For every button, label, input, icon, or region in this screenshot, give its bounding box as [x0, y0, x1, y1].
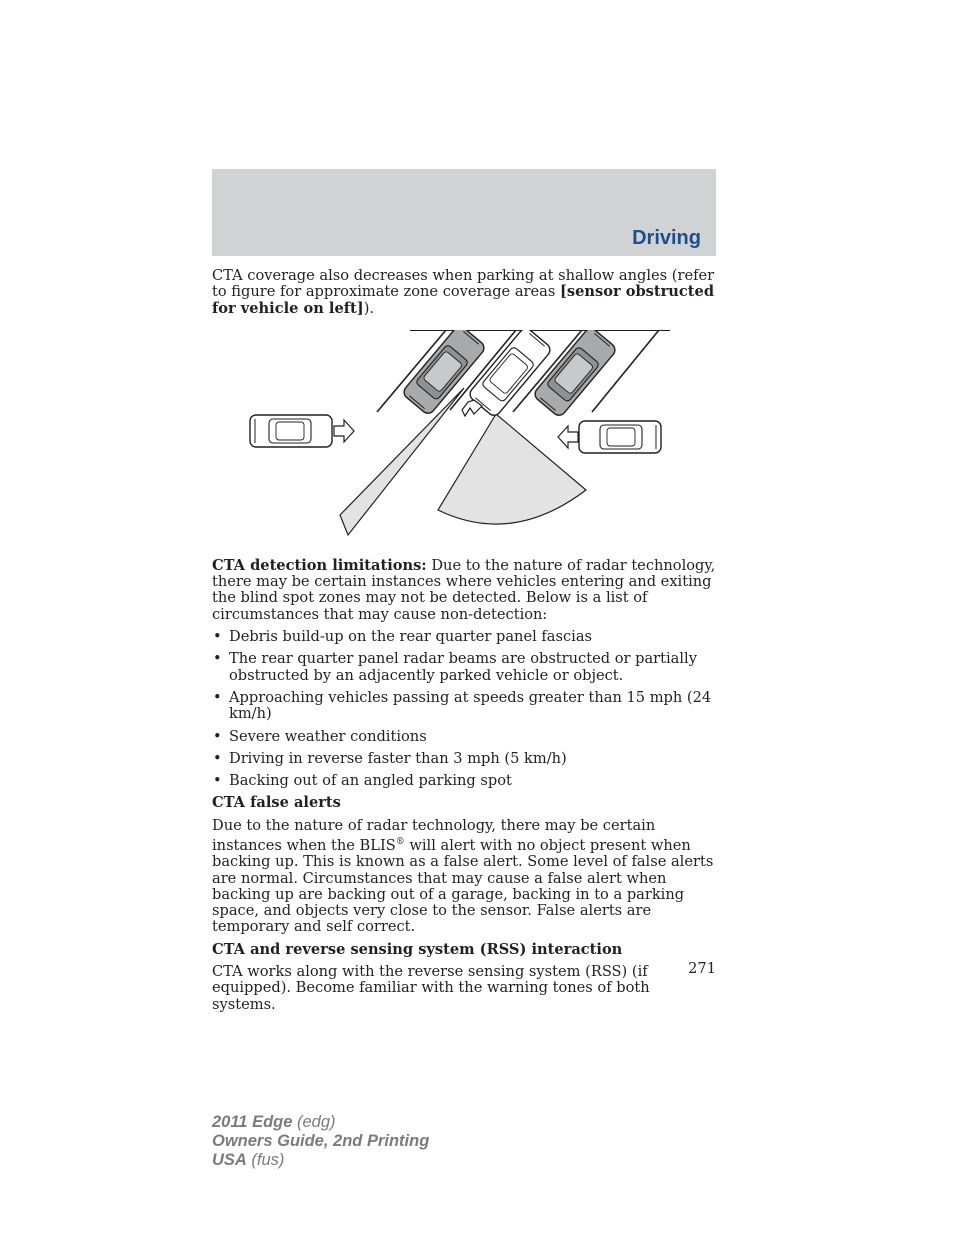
footer-line-3	[212, 1151, 429, 1170]
list-item-text: Debris build-up on the rear quarter panel fascias	[229, 628, 593, 646]
footer-model: 2011 Edge	[212, 1113, 293, 1131]
list-item-text: The rear quarter panel radar beams are obstructed or partially obstructed by an adjacently parked vehicle or object.	[229, 650, 697, 684]
limitations-list	[212, 629, 716, 789]
footer-market-code: (fus)	[246, 1151, 285, 1169]
angled-parking-diagram	[212, 330, 716, 548]
footer-market: USA	[212, 1151, 247, 1169]
false-alerts-text-1: Due to the nature of radar technology, there may be certain instances when the BLIS	[212, 816, 656, 854]
list-item	[212, 729, 716, 745]
intro-tail: ).	[363, 299, 375, 317]
bullet: •	[213, 628, 222, 646]
document-footer	[212, 1113, 429, 1170]
list-item	[212, 629, 716, 645]
list-item-text: Severe weather conditions	[229, 727, 427, 745]
bullet: •	[213, 749, 222, 767]
rss-paragraph: CTA works along with the reverse sensing system (RSS) (if equipped). Become familiar with the warning tones of both systems.	[212, 962, 650, 1013]
limitations-text: Due to the nature of radar technology, there may be certain instances where vehicles entering and exiting the blind spot zones may not be detected. Below is a list of circumstances that may cause non-detection:	[212, 556, 716, 623]
false-alerts-text-2: will alert with no object present when backing up. This is known as a false alert. Some level of false alerts are normal. Circumstances that may cause a false alert when backing up are backing out of a garage, backing in to a parking space, and objects very close to the sensor. False alerts are temporary and self correct.	[212, 836, 714, 936]
bullet: •	[213, 772, 222, 790]
list-item-text: Driving in reverse faster than 3 mph (5 km/h)	[229, 749, 567, 767]
bullet: •	[213, 727, 222, 745]
page-number: 271	[688, 960, 716, 977]
intro-paragraph	[212, 268, 716, 317]
list-item	[212, 773, 716, 789]
list-item	[212, 751, 716, 767]
approaching-car-right	[579, 421, 661, 453]
limitations-paragraph	[212, 558, 716, 623]
intro-bold-note: [sensor obstructed for vehicle on left]	[212, 283, 715, 317]
section-title: Driving	[632, 227, 701, 249]
intro-text: CTA coverage also decreases when parking at shallow angles (refer to figure for approximate zone coverage areas	[212, 267, 715, 301]
list-item-text: Approaching vehicles passing at speeds greater than 15 mph (24 km/h)	[229, 688, 712, 723]
approaching-car-left	[250, 415, 332, 447]
bullet: •	[213, 650, 222, 668]
footer-guide-title: Owners Guide, 2nd Printing	[212, 1132, 430, 1150]
travel-arrow-right	[334, 420, 354, 442]
limitations-lead: CTA detection limitations:	[212, 556, 427, 574]
footer-line-1	[212, 1113, 429, 1132]
false-alerts-paragraph	[212, 818, 716, 936]
registered-mark: ®	[395, 837, 405, 848]
footer-line-2	[212, 1132, 429, 1151]
cta-coverage-figure	[212, 330, 716, 548]
list-item-text: Backing out of an angled parking spot	[229, 772, 512, 790]
page-content	[212, 268, 716, 1013]
list-item	[212, 690, 716, 723]
travel-arrow-left	[558, 426, 578, 448]
false-alerts-heading: CTA false alerts	[212, 794, 341, 812]
footer-model-code: (edg)	[292, 1113, 336, 1131]
list-item	[212, 651, 716, 684]
rss-heading: CTA and reverse sensing system (RSS) interaction	[212, 940, 623, 958]
section-header-band	[212, 169, 716, 256]
bullet: •	[213, 688, 222, 706]
